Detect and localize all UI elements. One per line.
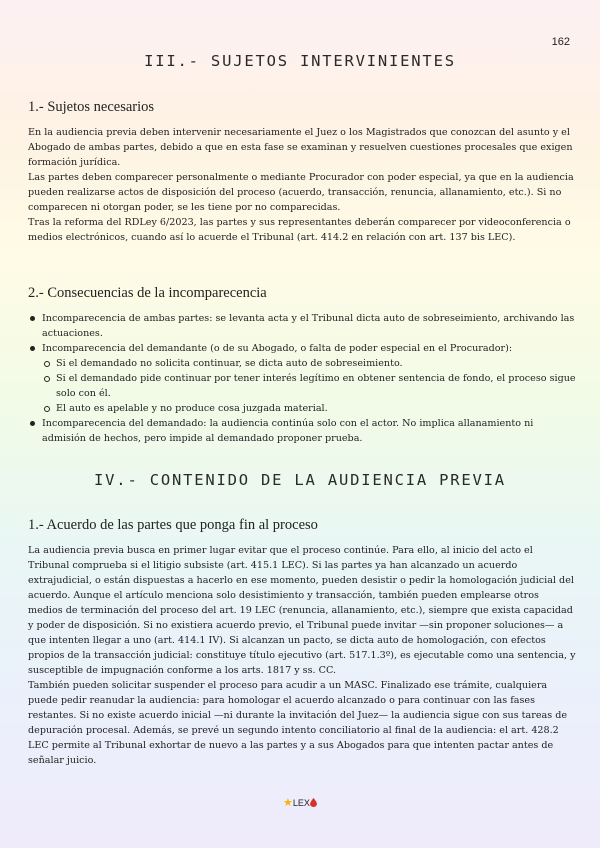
list-item xyxy=(28,341,576,416)
list-item-text: Incomparecencia de ambas partes: se levanta acta y el Tribunal dicta auto de sobreseimiento, archivando las actuaciones. xyxy=(42,313,575,339)
sub-list-item: Si el demandado no solicita continuar, se dicta auto de sobreseimiento. xyxy=(42,356,576,371)
drop-icon xyxy=(310,798,317,807)
footer-logo xyxy=(0,796,600,809)
list-item xyxy=(28,311,576,341)
acuerdo-text xyxy=(28,543,576,768)
paragraph: En la audiencia previa deben intervenir necesariamente el Juez o los Magistrados que conozcan del asunto y el Abogado de ambas partes, debido a que en esta fase se examinan y resuelven cuestiones procesales que exigen formación jurídica. xyxy=(28,127,573,168)
page-number: 162 xyxy=(551,36,570,48)
sub-list-item: Si el demandado pide continuar por tener interés legítimo en obtener sentencia de fondo, el proceso sigue solo con él. xyxy=(42,371,576,401)
paragraph: También pueden solicitar suspender el proceso para acudir a un MASC. Finalizado ese trámite, cualquiera puede pedir reanudar la audiencia: para homologar el acuerdo alcanzado o para continuar con las fases restantes. Si no existe acuerdo inicial —ni durante la invitación del Juez— la audiencia sigue con sus tareas de depuración procesal. Además, se prevé un segundo intento conciliatorio al final de la audiencia: el art. 428.2 LEC permite al Tribunal exhortar de nuevo a las partes y a sus Abogados para que intenten pactar antes de señalar juicio. xyxy=(28,680,568,766)
section-title-contenido: IV.- CONTENIDO DE LA AUDIENCIA PREVIA xyxy=(94,471,506,489)
subsection-title-sujetos-necesarios: 1.- Sujetos necesarios xyxy=(28,99,155,115)
paragraph: Tras la reforma del RDLey 6/2023, las partes y sus representantes deberán comparecer por videoconferencia o medios electrónicos, cuando así lo acuerde el Tribunal (art. 414.2 en relación con art. 137 bis LEC). xyxy=(28,217,571,243)
paragraph: La audiencia previa busca en primer lugar evitar que el proceso continúe. Para ello, al inicio del acto el Tribunal comprueba si el litigio subsiste (art. 415.1 LEC). Si las partes ya han alcanzado un acuerdo extrajudicial, o están dispuestas a hacerlo en ese momento, pueden desistir o pedir la homologación judicial del acuerdo. Aunque el artículo menciona solo desistimiento y transacción, también pueden emplearse otros medios de terminación del proceso del art. 19 LEC (renuncia, allanamiento, etc.), siempre que exista capacidad y poder de disposición. Si no existiera acuerdo previo, el Tribunal puede invitar —sin proponer soluciones— a que intenten llegar a uno (art. 414.1 IV). Si alcanzan un pacto, se dicta auto de homologación, con efectos propios de la transacción judicial: constituye título ejecutivo (art. 517.1.3º), es ejecutable como una sentencia, y susceptible de impugnación conforme a los arts. 1817 y ss. CC. xyxy=(28,545,576,676)
subsection-title-incomparecencia: 2.- Consecuencias de la incomparecencia xyxy=(28,285,267,301)
paragraph: Las partes deben comparecer personalmente o mediante Procurador con poder especial, ya que en la audiencia pueden realizarse actos de disposición del proceso (acuerdo, transacción, renuncia, allanamiento, etc.). Si no comparecen ni otorgan poder, se les tiene por no comparecidas. xyxy=(28,172,574,213)
list-item-text: Incomparecencia del demandado: la audiencia continúa solo con el actor. No implica allanamiento ni admisión de hechos, pero impide al demandado proponer prueba. xyxy=(42,418,534,444)
subsection-title-acuerdo: 1.- Acuerdo de las partes que ponga fin al proceso xyxy=(28,517,318,533)
footer-text: LEX xyxy=(292,798,310,808)
sub-list-item: El auto es apelable y no produce cosa juzgada material. xyxy=(42,401,576,416)
list-item xyxy=(28,416,576,446)
section-title-sujetos: III.- SUJETOS INTERVINIENTES xyxy=(144,52,456,70)
sujetos-necesarios-text xyxy=(28,125,576,245)
incomparecencia-list xyxy=(28,311,576,446)
list-item-text: Incomparecencia del demandante (o de su Abogado, o falta de poder especial en el Procurador): xyxy=(42,343,513,354)
star-icon: ★ xyxy=(283,797,293,809)
